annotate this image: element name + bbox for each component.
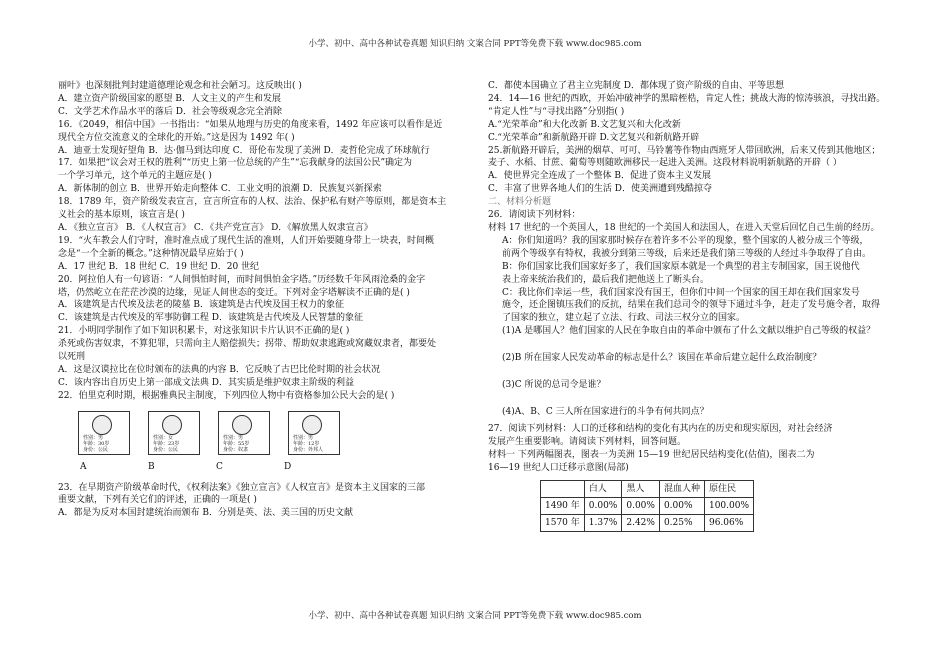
q26-subs-line: (4)A、B、C 三人所在国家进行的斗争有何共同点？: [502, 406, 709, 417]
q27-line: 16—19 世纪人口迁移示意图(局部): [488, 462, 629, 473]
left-lines-line: C．该内容出自历史上第一部成文法典 D．其实质是维护奴隶主阶级的利益: [58, 377, 354, 388]
material-line: 了国家的独立，建立起了立法、行政、司法三权分立的国家。: [502, 313, 746, 324]
card-options: A B C D: [80, 461, 292, 472]
left-column: [58, 80, 468, 520]
portrait-icon: [232, 415, 252, 435]
right-lines-line: C.“光荣革命”和新航路开辟 D.文艺复兴和新航路开辟: [488, 132, 700, 143]
page-footer: 小学、初中、高中各种试卷真题 知识归纳 文案合同 PPT等免费下载 www.doc985.com: [308, 611, 642, 621]
material-line: 前两个等级享有特权，我被分到第三等级，后来还是我们第三等级的人经过斗争取得了自由。: [502, 248, 872, 259]
person-card-a: 性别：男 年龄：30岁 身份：公民: [78, 411, 130, 455]
portrait-icon: [92, 415, 112, 435]
left-lines-line: A．《独立宣言》 B．《人权宣言》 C．《共产党宣言》 D．《解放黑人奴隶宣言》: [58, 222, 373, 233]
left-lines-line: 20．阿拉伯人有一句谚语：“人间惧怕时间，而时间惧怕金字塔。”历经数千年风雨沧桑的金字: [58, 274, 426, 285]
right-lines: [488, 80, 898, 196]
table-header-row: 白人 黑人 混血人种 原住民: [541, 481, 754, 498]
right-lines-line: “肯定人性”与“寻找出路”分别指( ): [488, 106, 625, 117]
left-lines-line: 21．小明同学制作了如下知识积累卡，对这张知识卡片认识不正确的是( ): [58, 326, 350, 337]
right-lines-line: 麦子、水稻、甘蔗、葡萄等则随欧洲移民一起进入美洲。这段材料说明新航路的开辟（ ）: [488, 158, 842, 169]
left-lines-line: A．迪亚士发现好望角 B．达·伽马到达印度 C．哥伦布发现了美洲 D．麦哲伦完成了环球航行: [58, 145, 430, 156]
right-lines-line: C．都使本国确立了君主立宪制度 D．都体现了资产阶级的自由、平等思想: [488, 81, 784, 91]
left-lines-line: 19．“火车教会人们守时，准时准点成了现代生活的准则，人们开始要随身带上一块表，时间概: [58, 235, 435, 246]
material-line: C：我比你们幸运一些，我们国家没有国王，但你们中间一个国家的国王却在我们国家发号: [502, 287, 860, 298]
q26-subs-line: (1)A 是哪国人？他们国家的人民在争取自由的革命中颁布了什么文献以维护自己等级的权益？: [502, 326, 876, 337]
left-lines-line: 18．1789 年，资产阶级发表宣言，宣言所宣布的人权、法治、保护私有财产等原则，都是资本主: [58, 197, 447, 208]
person-card-b: 性别：女 年龄：23岁 身份：公民: [148, 411, 200, 455]
left-lines-line: 念是“一个全新的概念。”这种情况最早应始于( ): [58, 248, 244, 259]
population-table: [540, 480, 754, 532]
question-27: [488, 423, 898, 475]
right-lines-line: A．使世界完全连成了一个整体 B．促进了资本主义发展: [488, 171, 711, 182]
right-lines-line: A.“光荣革命”和大化改新 B.文艺复兴和大化改新: [488, 119, 681, 130]
left-lines-line: 义社会的基本原则，该宣言是( ): [58, 210, 185, 221]
q27-line: 材料一 下列两幅图表，图表一为美洲 15—19 世纪居民结构变化(估值)，图表二为: [488, 449, 815, 460]
left-lines-line: 17．如果把“议会对王权的胜利”“历史上第一位总统的产生”“忘我献身的法国公民”确定为: [58, 158, 413, 169]
left-lines-line: C．该建筑是古代埃及的军事防御工程 D．该建筑是古代埃及人民智慧的象征: [58, 313, 363, 324]
left-lines-line: 塔，仍然屹立在茫茫沙漠的边缘，见证人间世态的变迁。下列对金字塔解读不正确的是( ): [58, 287, 410, 298]
left-lines-line: 杀死或伤害奴隶，不算犯罪，只需向主人赔偿损失；拐带、帮助奴隶逃跑或窝藏奴隶者，都要处: [58, 339, 437, 350]
left-lines2-line: 23．在早期资产阶级革命时代，《权利法案》《独立宣言》《人权宣言》是资本主义国家的三部: [58, 482, 425, 493]
left-lines-line: 22．伯里克利时期，根据雅典民主制度，下列四位人物中有资格参加公民大会的是( ): [58, 390, 395, 401]
left-lines-line: A．该建筑是古代埃及法老的陵墓 B．该建筑是古代埃及国王权力的象征: [58, 300, 344, 311]
person-cards: [78, 411, 468, 455]
person-card-c: 性别：男 年龄：55岁 身份：奴隶: [218, 411, 270, 455]
left-lines-2: [58, 482, 468, 521]
left-lines-line: A．17 世纪 B．18 世纪 C．19 世纪 D．20 世纪: [58, 261, 260, 272]
q27-line: 27．阅读下列材料：人口的迁移和结构的变化有其内在的历史和现实原因，对社会经济: [488, 423, 833, 434]
table-row: 1570 年 1.37% 2.42% 0.25% 96.06%: [541, 515, 754, 532]
q26-subs-line: (3)C 所说的总司令是谁？: [502, 380, 606, 391]
material-line: B：你们国家比我们国家好多了，我们国家原本就是一个典型的君主专制国家，国王说他代: [502, 261, 860, 272]
left-lines-line: A．这是汉谟拉比在位时颁布的法典的内容 B．它反映了古巴比伦时期的社会状况: [58, 364, 380, 375]
left-lines2-line: 重要文献，下列有关它们的评述，正确的一项是( ): [58, 495, 257, 506]
q27-line: 发展产生重要影响。请阅读下列材料，回答问题。: [488, 436, 687, 447]
left-lines-line: C．文学艺术作品水平的落后 D．社会等级观念完全消除: [58, 106, 282, 117]
right-lines-line: 25.新航路开辟后，美洲的烟草、可可、马铃薯等作物由西班牙人带回欧洲，后来又传到其他地区；: [488, 145, 881, 156]
q26-subs-line: (2)B 所在国家人民发动革命的标志是什么？该国在革命后建立起什么政治制度？: [502, 353, 822, 364]
question-26: 26．请阅读下列材料：: [488, 210, 581, 221]
material-26: [488, 222, 898, 325]
left-lines-line: 以死刑: [58, 352, 86, 363]
left-lines2-line: A．都是为反对本国封建统治而颁布 B．分别是英、法、美三国的历史文献: [58, 508, 353, 519]
left-lines: [58, 80, 468, 403]
right-lines-line: 24．14—16 世纪的西欧，开始冲破神学的黑暗桎梏，肯定人性；挑战大海的惊涛骇浪，寻找出路。: [488, 93, 886, 104]
material-line: 表上帝来统治我们的，最后我们把他送上了断头台。: [502, 274, 710, 285]
section-title: 二、材料分析题: [488, 197, 552, 208]
right-lines-line: C．丰富了世界各地人们的生活 D．使美洲遭到残酷掠夺: [488, 184, 712, 195]
left-lines-line: 丽叶》也深刻批判封建道德理论观念和社会陋习。这反映出( ): [58, 81, 302, 91]
material-line: 材料 17 世纪的一个英国人，18 世纪的一个美国人和法国人，在进入天堂后回忆自己生前的经历。: [488, 222, 880, 233]
left-lines-line: A．新体制的创立 B．世界开始走向整体 C．工业文明的浪潮 D．民族复兴新探索: [58, 184, 382, 195]
right-column: [488, 80, 898, 532]
left-lines-line: 现代全方位交流意义的全球化的开始。”这是因为 1492 年( ): [58, 132, 295, 143]
left-lines-line: 一个学习单元，这个单元的主题应是( ): [58, 171, 212, 182]
question-26-subquestions: [488, 325, 898, 419]
person-card-d: 性别：男 年龄：12岁 身份：外邦人: [288, 411, 340, 455]
left-lines-line: 16．《2049，相信中国》一书指出：“如果从地理与历史的角度来看，1492 年应该可以看作是近: [58, 119, 443, 130]
left-lines-line: A．建立资产阶级国家的愿望 B．人文主义的产生和发展: [58, 93, 281, 104]
table-row: 1490 年 0.00% 0.00% 0.00% 100.00%: [541, 498, 754, 515]
page-header-top: 小学、初中、高中各种试卷真题 知识归纳 文案合同 PPT等免费下载 www.doc985.com: [308, 39, 642, 49]
portrait-icon: [302, 415, 322, 435]
material-line: 施令，还企图镇压我们的反抗，结果在我们总司令的领导下通过斗争，赶走了发号施令者，取得: [502, 300, 881, 311]
portrait-icon: [162, 415, 182, 435]
material-line: A：你们知道吗？我的国家那时候存在着许多不公平的现象，整个国家的人被分成三个等级，: [502, 235, 869, 246]
